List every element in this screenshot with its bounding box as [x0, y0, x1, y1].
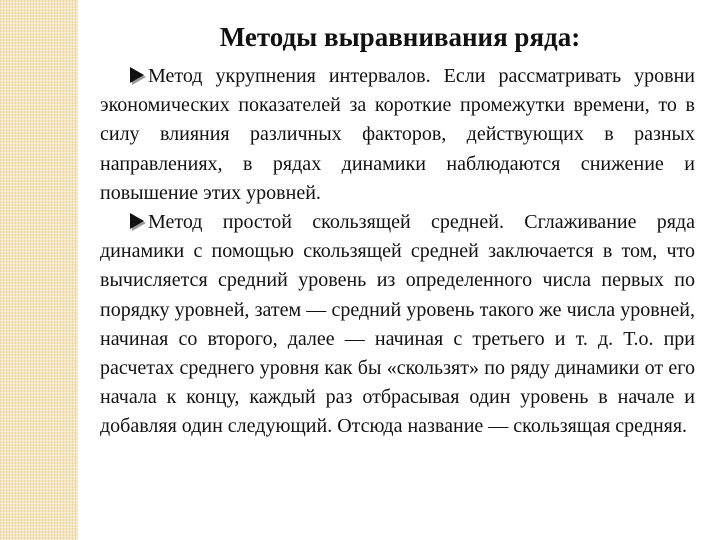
slide-title: Методы выравнивания ряда:: [219, 22, 581, 52]
bullet-item-2: [100, 208, 695, 442]
slide-body: [100, 62, 695, 442]
bullet-item-1: [100, 62, 695, 208]
arrow-bullet-icon: [130, 213, 144, 229]
bullet-text-2: Метод простой скользящей средней. Сглаживание ряда динамики с помощью скользящей средней заключается в том, что вычисляется средний уровень из определенного числа первых по порядку уровней, затем — средний уровень такого же числа уровней, начиная со второго, далее — начиная с третьего и т. д. Т.о. при расчетах среднего уровня как бы «скользят» по ряду динамики от его начала к концу, каждый раз отбрасывая один уровень в начале и добавляя один следующий. Отсюда название — скользящая средняя.: [100, 211, 695, 438]
bullet-text-1: Метод укрупнения интервалов. Если рассматривать уровни экономических показателей за короткие промежутки времени, то в силу влияния различных факторов, действующих в разных направлениях, в рядах динамики наблюдаются снижение и повышение этих уровней.: [100, 65, 695, 204]
arrow-bullet-icon: [130, 67, 144, 83]
decorative-side-band: [0, 0, 78, 540]
